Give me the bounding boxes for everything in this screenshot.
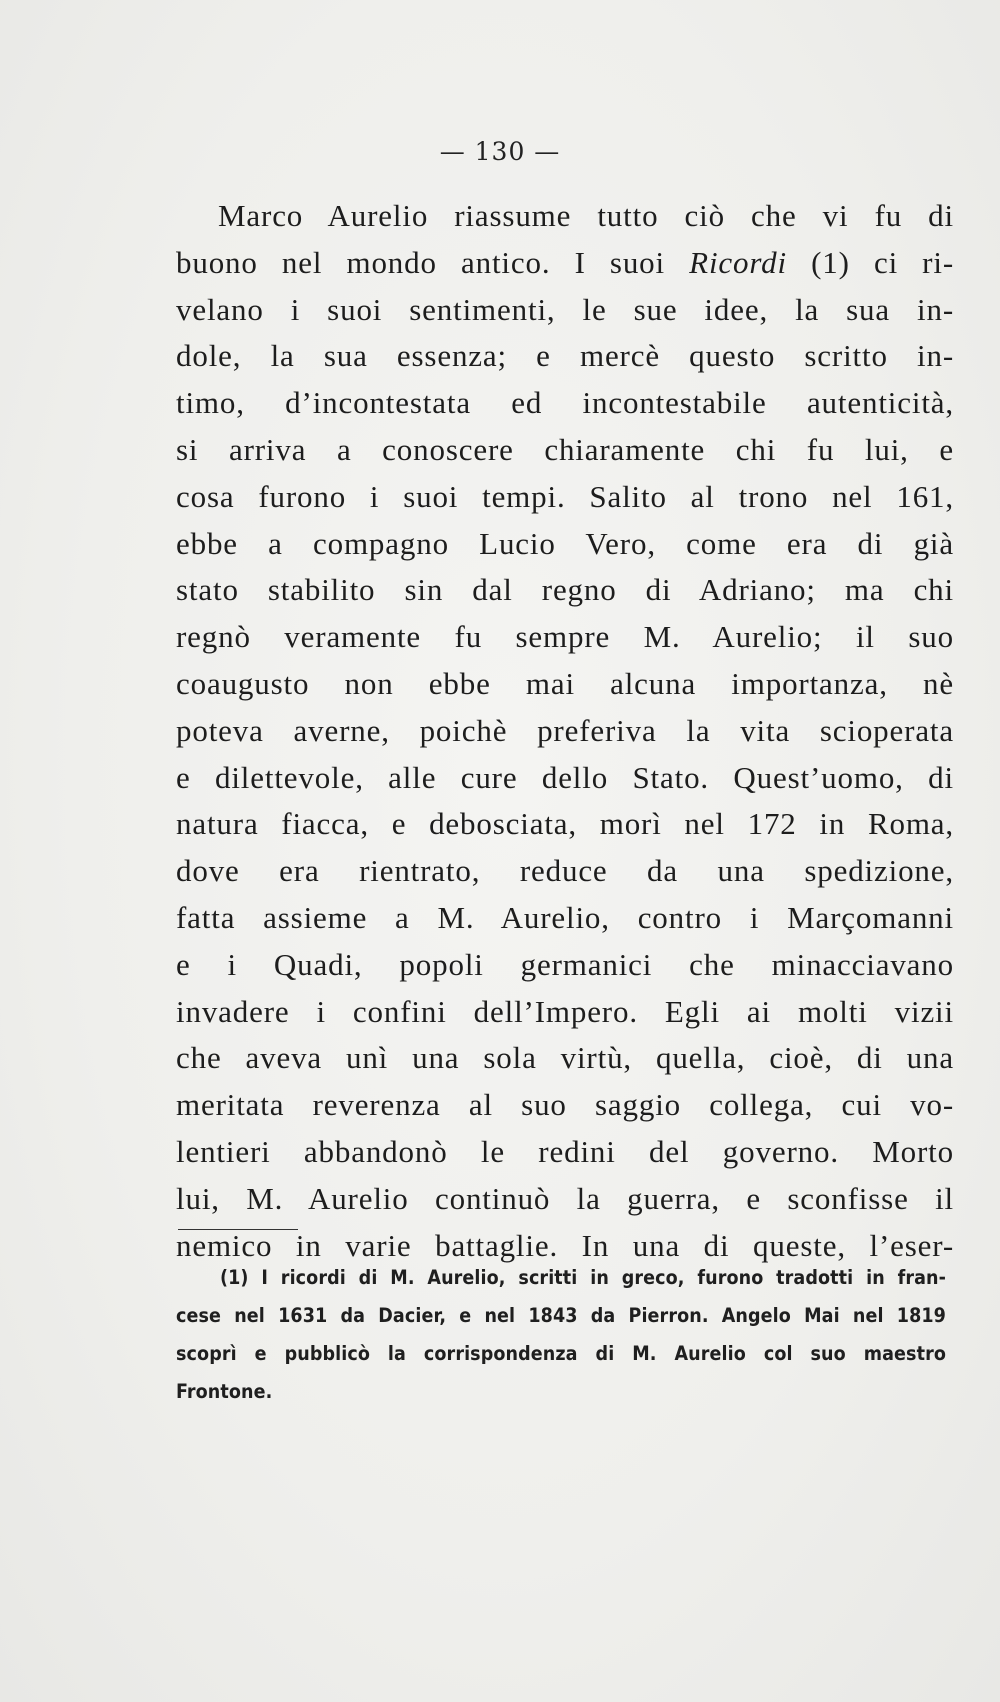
body-line: e i Quadi, popoli germanici che minacciavano bbox=[176, 946, 954, 982]
body-line: stato stabilito sin dal regno di Adriano; ma chi bbox=[176, 572, 954, 608]
body-text bbox=[176, 193, 954, 1269]
body-line: fatta assieme a M. Aurelio, contro i Marçomanni bbox=[176, 899, 954, 935]
body-line: nemico in varie battaglie. In una di queste, l’eser- bbox=[176, 1227, 954, 1263]
body-line: regnò veramente fu sempre M. Aurelio; il suo bbox=[176, 619, 954, 655]
body-line: velano i suoi sentimenti, le sue idee, la sua in- bbox=[176, 291, 954, 327]
body-line: invadere i confini dell’Impero. Egli ai molti vizii bbox=[176, 993, 954, 1029]
body-line: coaugusto non ebbe mai alcuna importanza, nè bbox=[176, 665, 954, 701]
footnote-line: (1) I ricordi di M. Aurelio, scritti in greco, furono tradotti in fran- bbox=[220, 1266, 946, 1289]
body-line: si arriva a conoscere chiaramente chi fu lui, e bbox=[176, 431, 954, 467]
body-line: buono nel mondo antico. I suoi Ricordi (1) ci ri- bbox=[176, 244, 954, 280]
page-number: — 130 — bbox=[439, 137, 561, 166]
footnote bbox=[176, 1259, 946, 1411]
body-line: natura fiacca, e debosciata, morì nel 172 in Roma, bbox=[176, 806, 954, 842]
body-line: dole, la sua essenza; e mercè questo scritto in- bbox=[176, 338, 954, 374]
body-line: che aveva unì una sola virtù, quella, cioè, di una bbox=[176, 1040, 954, 1076]
footnote-line: scoprì e pubblicò la corrispondenza di M. Aurelio col suo maestro bbox=[176, 1342, 946, 1365]
body-line: cosa furono i suoi tempi. Salito al trono nel 161, bbox=[176, 478, 954, 514]
book-title-italic: Ricordi bbox=[689, 244, 787, 280]
body-line: lui, M. Aurelio continuò la guerra, e sconfisse il bbox=[176, 1180, 954, 1216]
body-line: Marco Aurelio riassume tutto ciò che vi fu di bbox=[218, 198, 954, 233]
body-line: timo, d’incontestata ed incontestabile autenticità, bbox=[176, 385, 954, 421]
body-line: meritata reverenza al suo saggio collega, cui vo- bbox=[176, 1087, 954, 1123]
body-line: dove era rientrato, reduce da una spedizione, bbox=[176, 853, 954, 889]
footnote-line: Frontone. bbox=[176, 1380, 273, 1403]
body-line: ebbe a compagno Lucio Vero, come era di già bbox=[176, 525, 954, 561]
body-line: poteva averne, poichè preferiva la vita scioperata bbox=[176, 712, 954, 748]
body-line: lentieri abbandonò le redini del governo. Morto bbox=[176, 1133, 954, 1169]
body-line: e dilettevole, alle cure dello Stato. Quest’uomo, di bbox=[176, 759, 954, 795]
footnote-line: cese nel 1631 da Dacier, e nel 1843 da Pierron. Angelo Mai nel 1819 bbox=[176, 1304, 946, 1327]
footnote-divider bbox=[178, 1229, 298, 1230]
